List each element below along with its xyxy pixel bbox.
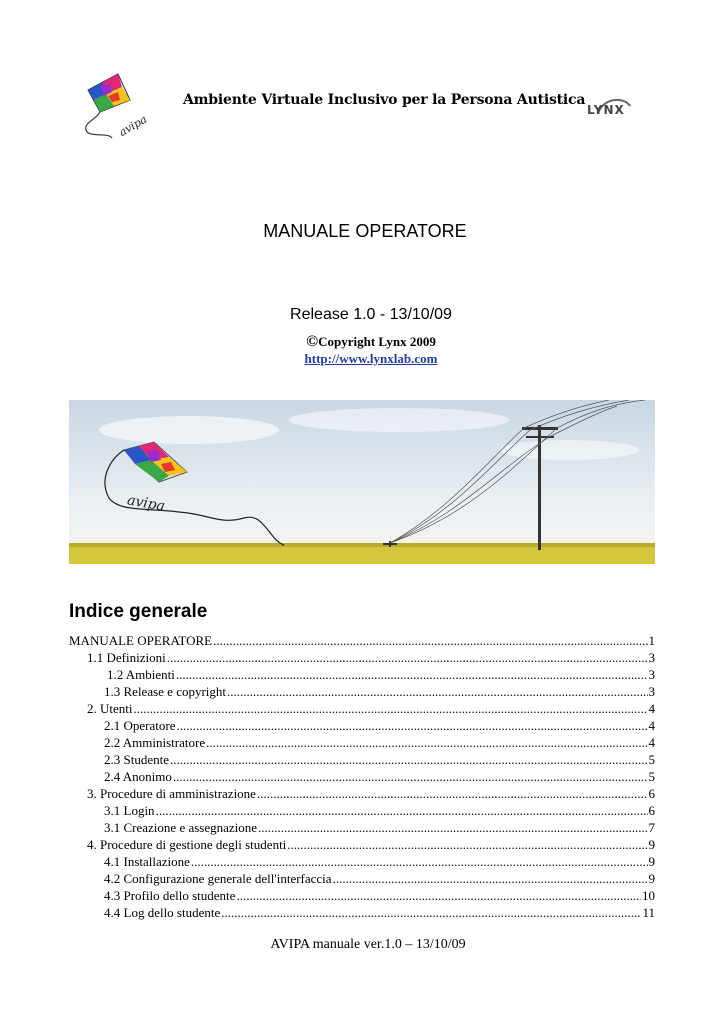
website-link[interactable]: http://www.lynxlab.com <box>304 351 438 366</box>
toc-leader-dots <box>258 819 647 836</box>
toc-entry-label: 2. Utenti <box>87 701 133 716</box>
toc-entry[interactable] <box>69 819 655 836</box>
toc-leader-dots <box>167 649 648 666</box>
toc-entry[interactable] <box>69 683 655 700</box>
toc-entry-label: 2.4 Anonimo <box>104 769 172 784</box>
toc-entry-label: 1.3 Release e copyright <box>104 684 227 699</box>
toc-entry-page: 7 <box>648 820 655 835</box>
toc-entry-page: 5 <box>648 752 655 767</box>
toc-leader-dots <box>333 870 648 887</box>
page-footer: AVIPA manuale ver.1.0 – 13/10/09 <box>270 937 466 952</box>
toc-leader-dots <box>176 717 647 734</box>
toc-entry[interactable] <box>69 666 655 683</box>
toc-entry[interactable] <box>69 802 655 819</box>
toc-entry-label: 4.3 Profilo dello studente <box>104 888 236 903</box>
toc-leader-dots <box>213 632 647 649</box>
toc-entry-page: 11 <box>642 905 655 920</box>
toc-entry[interactable] <box>69 853 655 870</box>
document-title: MANUALE OPERATORE <box>263 221 467 241</box>
banner-kite-text: avipa <box>125 492 167 515</box>
toc-entry-page: 9 <box>648 871 655 886</box>
toc-entry[interactable] <box>69 870 655 887</box>
toc-entry[interactable] <box>69 734 655 751</box>
copyright-text: Copyright Lynx 2009 <box>318 334 436 349</box>
toc-entry-label: 2.3 Studente <box>104 752 169 767</box>
toc-entry-label: 3. Procedure di amministrazione <box>87 786 256 801</box>
toc-entry-label: 2.2 Amministratore <box>104 735 206 750</box>
toc-leader-dots <box>287 836 647 853</box>
toc-entry-page: 5 <box>648 769 655 784</box>
toc-leader-dots <box>221 904 641 921</box>
table-of-contents <box>69 632 655 921</box>
toc-leader-dots <box>257 785 648 802</box>
toc-entry-page: 3 <box>648 667 655 682</box>
toc-entry-page: 3 <box>648 684 655 699</box>
toc-leader-dots <box>227 683 647 700</box>
copyright-line <box>0 333 724 351</box>
toc-entry-page: 6 <box>648 803 655 818</box>
toc-entry[interactable] <box>69 904 655 921</box>
toc-entry[interactable] <box>69 768 655 785</box>
toc-entry-label: 4.2 Configurazione generale dell'interfaccia <box>104 871 332 886</box>
banner-image <box>69 400 655 564</box>
toc-entry-page: 4 <box>648 718 655 733</box>
toc-entry[interactable] <box>69 751 655 768</box>
toc-entry[interactable] <box>69 700 655 717</box>
toc-entry[interactable] <box>69 836 655 853</box>
toc-leader-dots <box>156 802 648 819</box>
toc-entry-page: 6 <box>648 786 655 801</box>
toc-entry-page: 9 <box>648 837 655 852</box>
toc-entry-page: 9 <box>648 854 655 869</box>
toc-entry-page: 3 <box>648 650 655 665</box>
copyright-icon: © <box>306 333 319 350</box>
toc-entry[interactable] <box>69 887 655 904</box>
kite-icon <box>88 74 130 112</box>
toc-entry-label: 1.1 Definizioni <box>87 650 166 665</box>
toc-entry[interactable] <box>69 785 655 802</box>
toc-entry-page: 10 <box>642 888 655 903</box>
header-title: Ambiente Virtuale Inclusivo per la Persona Autistica <box>183 92 586 108</box>
toc-leader-dots <box>173 768 648 785</box>
toc-leader-dots <box>176 666 648 683</box>
toc-entry-label: 3.1 Creazione e assegnazione <box>104 820 258 835</box>
toc-entry-label: 2.1 Operatore <box>104 718 176 733</box>
toc-leader-dots <box>134 700 648 717</box>
release-info: Release 1.0 - 13/10/09 <box>290 306 452 323</box>
logo-lynx-text: LYNX <box>587 103 625 117</box>
toc-leader-dots <box>170 751 648 768</box>
toc-entry-label: 4.1 Installazione <box>104 854 190 869</box>
toc-leader-dots <box>236 887 641 904</box>
toc-entry-page: 4 <box>648 735 655 750</box>
toc-entry-label: 4. Procedure di gestione degli studenti <box>87 837 287 852</box>
toc-leader-dots <box>206 734 647 751</box>
toc-entry-label: MANUALE OPERATORE <box>69 633 213 648</box>
toc-entry-page: 1 <box>648 633 655 648</box>
toc-entry[interactable] <box>69 717 655 734</box>
toc-entry-label: 4.4 Log dello studente <box>104 905 221 920</box>
toc-entry-page: 4 <box>648 701 655 716</box>
toc-leader-dots <box>191 853 648 870</box>
toc-entry[interactable] <box>69 632 655 649</box>
lynx-logo <box>584 94 642 122</box>
toc-entry[interactable] <box>69 649 655 666</box>
toc-heading: Indice generale <box>69 601 208 622</box>
avipa-logo <box>78 72 156 142</box>
toc-entry-label: 3.1 Login <box>104 803 155 818</box>
toc-entry-label: 1.2 Ambienti <box>107 667 175 682</box>
logo-avipa-text: avipa <box>116 112 150 139</box>
